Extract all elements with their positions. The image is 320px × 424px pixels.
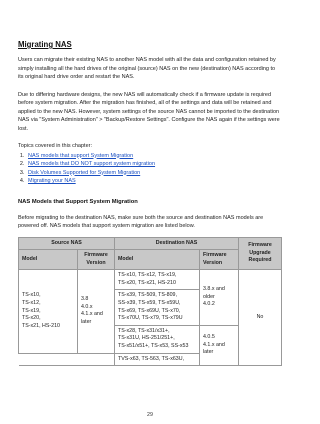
intro-paragraph: Due to differing hardware designs, the new NAS will automatically check if a firmware update is required before system migration. After the migration has finished, all of the settings and data will be retained and applied to the new NAS. However, system settings of the source NAS cannot be imported to the destination NAS via "System Administration" > "Backup/Restore Settings". Configure the NAS again if the settings were lost. bbox=[18, 91, 280, 132]
dest-model-cell: TS-x10, TS-x12, TS-x19, TS-x20, TS-x21, HS-210 bbox=[115, 270, 200, 290]
dest-firmware-header: Firmware Version bbox=[200, 250, 239, 270]
source-empty-cell bbox=[78, 353, 115, 366]
page-title: Migrating NAS bbox=[18, 40, 72, 49]
topic-link[interactable]: NAS models that support System Migration bbox=[28, 152, 134, 159]
topic-item bbox=[26, 177, 282, 186]
source-empty-cell bbox=[19, 353, 78, 366]
page-content bbox=[18, 40, 282, 366]
section-heading: NAS Models that Support System Migration bbox=[18, 198, 138, 205]
topic-item bbox=[26, 169, 282, 178]
upgrade-required-cell: No bbox=[239, 270, 282, 366]
dest-firmware-cell: 4.0.5 4.1.x and later bbox=[200, 325, 239, 365]
topic-item bbox=[26, 160, 282, 169]
source-models-cell: TS-x10, TS-x12, TS-x19, TS-x20, TS-x21, HS-210 bbox=[19, 270, 78, 353]
destination-nas-header: Destination NAS bbox=[115, 237, 239, 250]
page-number: 29 bbox=[147, 412, 153, 418]
source-nas-header: Source NAS bbox=[19, 237, 115, 250]
dest-firmware-cell: 3.8.x and older 4.0.2 bbox=[200, 270, 239, 326]
table-row bbox=[19, 270, 282, 290]
dest-model-cell: TS-x39, TS-509, TS-809, SS-x39, TS-x59, TS-x59U, TS-x69, TS-x69U, TS-x70, TS-x70U, TS-x79, TS-x79U bbox=[115, 290, 200, 325]
topics-intro: Topics covered in this chapter: bbox=[18, 143, 92, 149]
table-header-row bbox=[19, 237, 282, 250]
firmware-upgrade-header: Firmware Upgrade Required bbox=[239, 237, 282, 270]
topic-item bbox=[26, 152, 282, 161]
dest-model-cell: TS-x28, TS-x31/x31+, TS-x31U, HS-251/251+, TS-x51/x51+, TS-x53, SS-x53 bbox=[115, 325, 200, 353]
source-model-header: Model bbox=[19, 250, 78, 270]
topics-list bbox=[18, 152, 282, 186]
topic-link[interactable]: Migrating your NAS bbox=[28, 178, 76, 184]
migration-table bbox=[18, 237, 282, 367]
dest-model-cell: TVS-x63, TS-563, TS-x63U, bbox=[115, 353, 200, 366]
source-firmware-header: Firmware Version bbox=[78, 250, 115, 270]
section-paragraph: Before migrating to the destination NAS, make sure both the source and destination NAS models are powered off. NAS models that support system migration are listed below. bbox=[18, 214, 264, 229]
source-firmware-cell: 3.8 4.0.x 4.1.x and later bbox=[78, 270, 115, 353]
topic-link[interactable]: Disk Volumes Supported for System Migration bbox=[28, 169, 141, 176]
dest-model-header: Model bbox=[115, 250, 200, 270]
topic-link[interactable]: NAS models that DO NOT support system migration bbox=[28, 161, 156, 167]
intro-paragraph: Users can migrate their existing NAS to another NAS model with all the data and configuration retained by simply installing all the hard drives of the original (source) NAS on the new (destination) NAS according to its original hard drive order and restart the NAS. bbox=[18, 57, 276, 80]
